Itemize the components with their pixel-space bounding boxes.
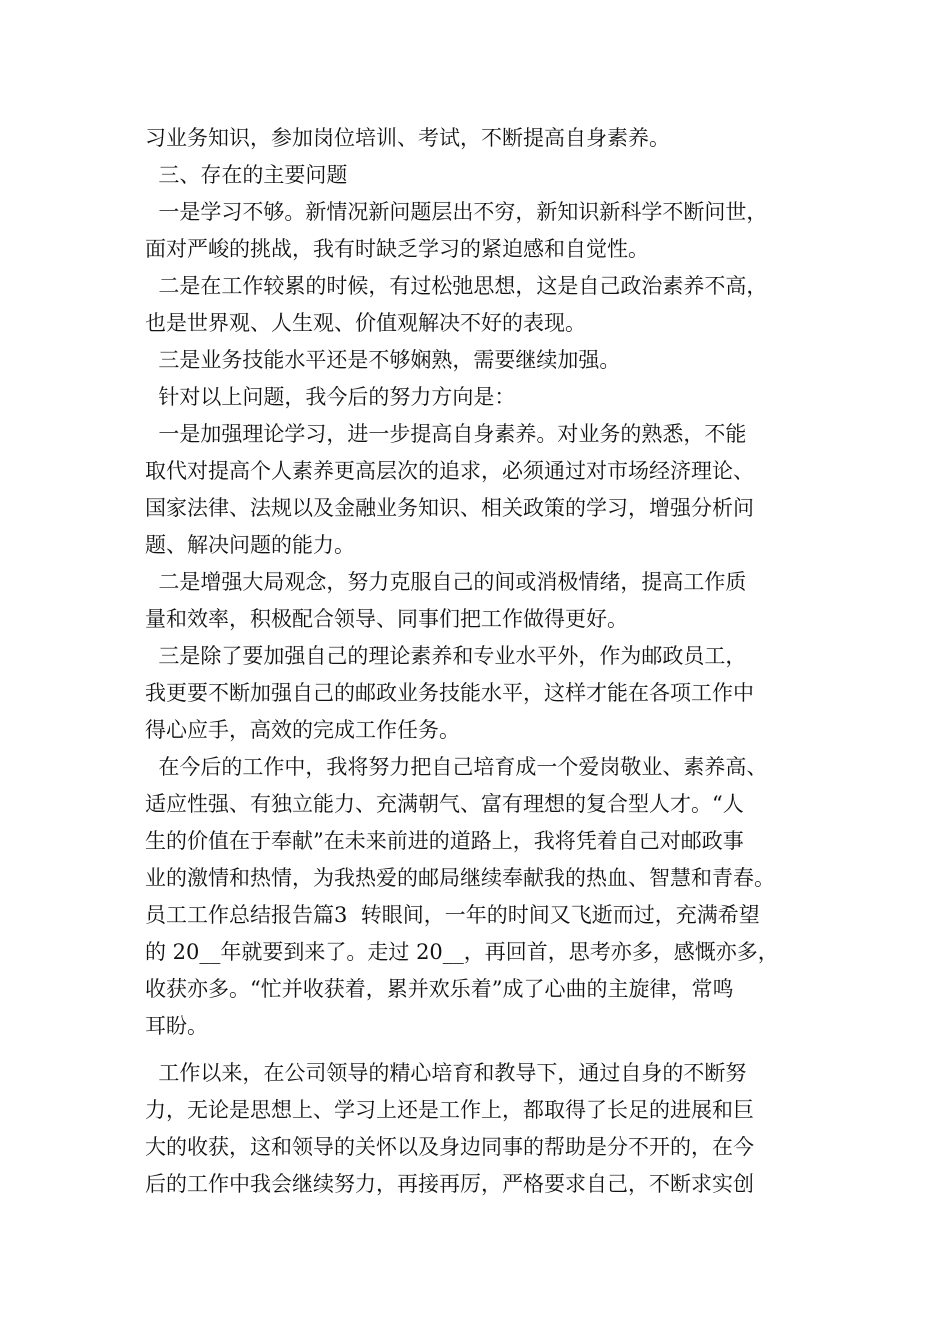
text-line: 三是业务技能水平还是不够娴熟，需要继续加强。 — [145, 348, 621, 372]
text-line: 的 20__年就要到来了。走过 20__，再回首，思考亦多，感慨亦多， — [145, 940, 779, 964]
text-line: 题、解决问题的能力。 — [145, 533, 355, 557]
text-line: 量和效率，积极配合领导、同事们把工作做得更好。 — [145, 607, 628, 631]
text-line: 员工工作总结报告篇3 转眼间，一年的时间又飞逝而过，充满希望 — [145, 903, 760, 927]
text-line: 力，无论是思想上、学习上还是工作上，都取得了长足的进展和巨 — [145, 1098, 754, 1122]
text-line: 我更要不断加强自己的邮政业务技能水平，这样才能在各项工作中 — [145, 681, 754, 705]
section-heading: 三、存在的主要问题 — [145, 163, 348, 187]
text-line: 在今后的工作中，我将努力把自己培育成一个爱岗敬业、素养高、 — [145, 755, 768, 779]
text-line: 二是在工作较累的时候，有过松弛思想，这是自己政治素养不高， — [145, 274, 768, 298]
text-line: 一是学习不够。新情况新问题层出不穷，新知识新科学不断问世， — [145, 200, 768, 224]
text-line: 习业务知识，参加岗位培训、考试，不断提高自身素养。 — [145, 126, 670, 150]
paragraph-gap — [145, 1045, 825, 1055]
text-line: 适应性强、有独立能力、充满朝气、富有理想的复合型人才。“人 — [145, 792, 744, 816]
document-body — [145, 120, 825, 1203]
text-line: 生的价值在于奉献”在未来前进的道路上，我将凭着自己对邮政事 — [145, 829, 744, 853]
text-line: 取代对提高个人素养更高层次的追求，必须通过对市场经济理论、 — [145, 459, 754, 483]
text-line: 收获亦多。“忙并收获着，累并欢乐着”成了心曲的主旋律，常鸣 — [145, 977, 734, 1001]
text-line: 工作以来，在公司领导的精心培育和教导下，通过自身的不断努 — [145, 1061, 747, 1085]
text-line: 耳盼。 — [145, 1014, 208, 1038]
text-line: 一是加强理论学习，进一步提高自身素养。对业务的熟悉，不能 — [145, 422, 747, 446]
text-line: 三是除了要加强自己的理论素养和专业水平外，作为邮政员工， — [145, 644, 747, 668]
text-line: 后的工作中我会继续努力，再接再厉，严格要求自己，不断求实创 — [145, 1172, 754, 1196]
text-line: 大的收获，这和领导的关怀以及身边同事的帮助是分不开的，在今 — [145, 1135, 754, 1159]
text-line: 得心应手，高效的完成工作任务。 — [145, 718, 460, 742]
text-line: 国家法律、法规以及金融业务知识、相关政策的学习，增强分析问 — [145, 496, 754, 520]
text-line: 二是增强大局观念，努力克服自己的间或消极情绪，提高工作质 — [145, 570, 747, 594]
text-line: 针对以上问题，我今后的努力方向是： — [145, 385, 516, 409]
text-line: 面对严峻的挑战，我有时缺乏学习的紧迫感和自觉性。 — [145, 237, 649, 261]
text-line: 也是世界观、人生观、价值观解决不好的表现。 — [145, 311, 586, 335]
text-line: 业的激情和热情，为我热爱的邮局继续奉献我的热血、智慧和青春。 — [145, 866, 775, 890]
